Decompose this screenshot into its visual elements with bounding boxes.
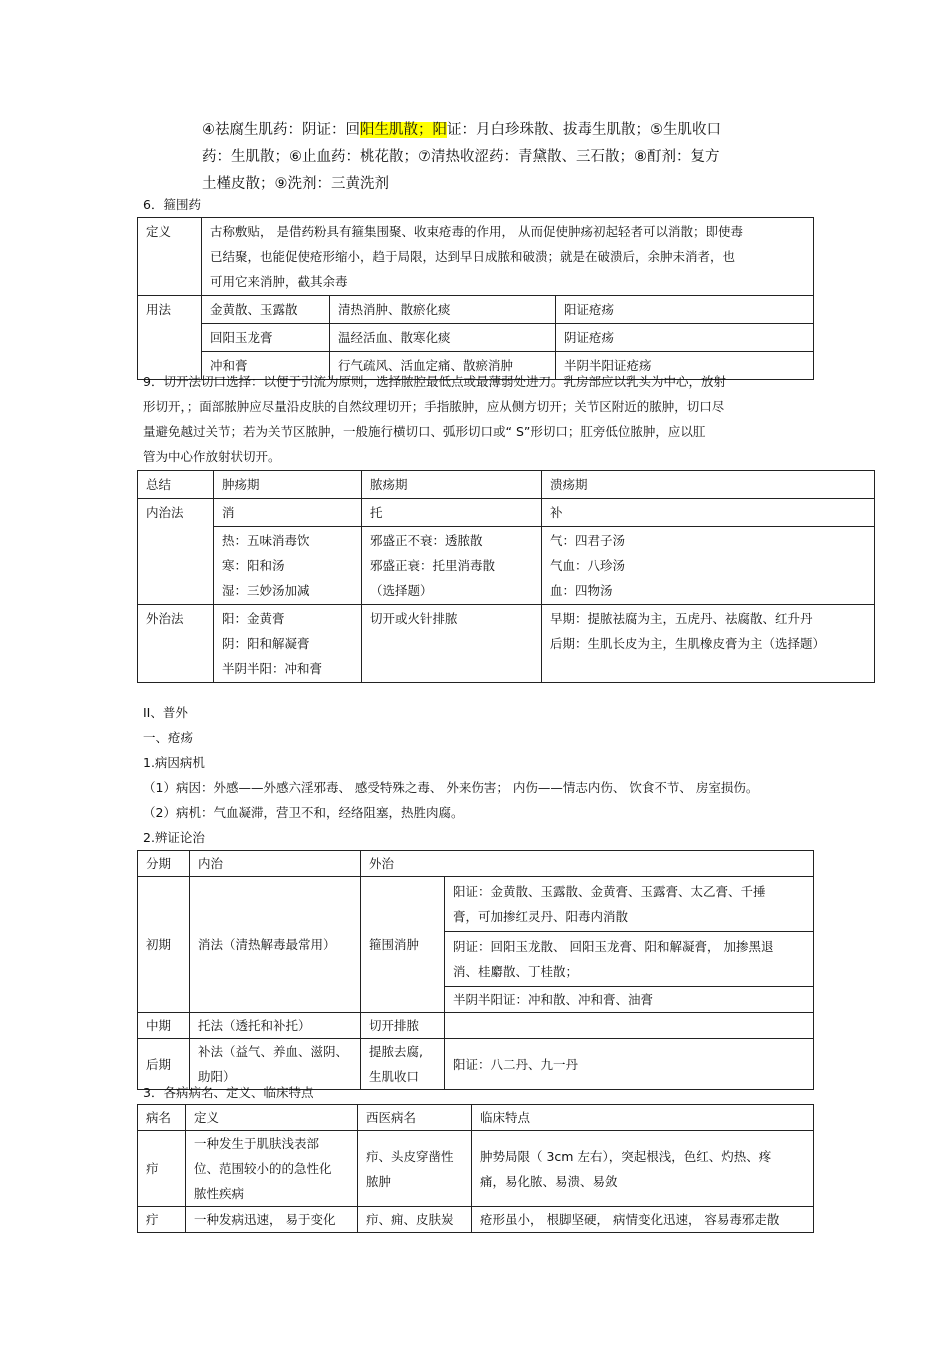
cell-line: 膏，可加掺红灵丹、阳毒内消散 bbox=[453, 909, 629, 924]
drug-cell: 回阳玉龙膏 bbox=[202, 324, 330, 352]
cell-line: （选择题） bbox=[370, 583, 433, 598]
table-row bbox=[138, 851, 814, 877]
differentiation-heading: 2.辨证论治 bbox=[143, 830, 205, 845]
cell-line: 生肌收口 bbox=[369, 1069, 420, 1084]
cell-line: 位、范围较小的的急性化 bbox=[194, 1161, 332, 1176]
paragraph-line: 形切开，；面部脓肿应尽量沿皮肤的自然纹理切开；手指脓肿，应从侧方切开；关节区附近的脓肿，切口尽 bbox=[143, 399, 725, 414]
part-heading: II、普外 bbox=[143, 705, 188, 720]
cell-line: 邪盛正不衰：透脓散 bbox=[370, 533, 483, 548]
cell-line: 阳证：金黄散、玉露散、金黄膏、玉露膏、太乙膏、千捶 bbox=[453, 884, 766, 899]
table-row bbox=[138, 218, 814, 296]
table-row bbox=[138, 1207, 814, 1233]
western-name-cell: 疖、痈、皮肤炭 bbox=[358, 1207, 472, 1233]
cell-line: 阳：金黄膏 bbox=[222, 611, 285, 626]
cell-line: 疖、头皮穿凿性 bbox=[366, 1148, 454, 1164]
outer-swelling-cell bbox=[214, 605, 362, 683]
cell-line: 补法（益气、养血、滋阴、 bbox=[198, 1044, 349, 1059]
stage-cell: 中期 bbox=[138, 1013, 190, 1039]
wrapping-drug-table bbox=[137, 217, 814, 380]
header-cell: 西医病名 bbox=[358, 1105, 472, 1131]
drug-cell: 冲和膏 bbox=[202, 352, 330, 380]
table-row bbox=[138, 1131, 814, 1207]
outer-treatment-label: 外治法 bbox=[138, 605, 214, 683]
header-cell: 肿疡期 bbox=[214, 471, 362, 499]
table-row bbox=[138, 877, 814, 932]
cell-line: 消、桂麝散、丁桂散； bbox=[453, 964, 579, 979]
outer-abscess-cell bbox=[362, 605, 542, 683]
paragraph-line: 9．切开法切口选择：以便于引流为原则，选择脓腔最低点或最薄弱处进刀。乳房部应以乳头为中心，放射 bbox=[143, 374, 726, 389]
cell-line: 一种发生于肌肤浅表部 bbox=[194, 1136, 320, 1151]
definition-text bbox=[202, 218, 814, 296]
header-cell: 脓疡期 bbox=[362, 471, 542, 499]
cell-line: 阴：阳和解凝膏 bbox=[222, 636, 310, 651]
inner-treatment-cell: 托法（透托和补托） bbox=[190, 1013, 361, 1039]
intro-line-3: 土槿皮散；⑨洗剂：三黄洗剂 bbox=[202, 176, 389, 192]
cell-line: 湿：三妙汤加减 bbox=[222, 583, 310, 598]
differentiation-table bbox=[137, 850, 814, 1090]
definition-cell: 一种发病迅速， 易于变化 bbox=[186, 1207, 358, 1233]
header-cell: 内治 bbox=[190, 851, 361, 877]
intro-line-1 bbox=[202, 117, 762, 144]
cell-line: 气血：八珍汤 bbox=[550, 558, 626, 573]
pathogenesis-line: （2）病机：气血凝滞，营卫不和，经络阻塞，热胜肉腐。 bbox=[143, 805, 464, 820]
features-cell: 疮形虽小， 根脚坚硬， 病情变化迅速， 容易毒邪走散 bbox=[472, 1207, 814, 1233]
header-cell: 临床特点 bbox=[472, 1105, 814, 1131]
cell-line: 助阳） bbox=[198, 1069, 236, 1084]
definition-line: 已结聚，也能促使疮形缩小，趋于局限，达到早日成脓和破溃；就是在破溃后，余肿未消者，也 bbox=[210, 249, 736, 264]
paragraph-line: 管为中心作放射状切开。 bbox=[143, 449, 281, 464]
definition-cell bbox=[186, 1131, 358, 1207]
cell-line: 阴证：回阳玉龙散、 回阳玉龙膏、阳和解凝膏， 加掺黑退 bbox=[453, 939, 774, 954]
outer-method-cell bbox=[361, 1039, 445, 1090]
table-row bbox=[138, 324, 814, 352]
stage-cell: 后期 bbox=[138, 1039, 190, 1090]
outer-method-cell: 箍围消肿 bbox=[361, 877, 445, 1013]
cell-line: 痛，易化脓、易溃、易敛 bbox=[480, 1173, 618, 1189]
subsection-heading: 一、疮疡 bbox=[143, 730, 194, 745]
highlighted-text: 阳生肌散；阳 bbox=[360, 122, 447, 138]
effect-cell: 温经活血、散寒化痰 bbox=[330, 324, 556, 352]
cell-line: 切开或火针排脓 bbox=[370, 611, 458, 626]
part-2-text bbox=[143, 700, 863, 850]
header-cell: 病名 bbox=[138, 1105, 186, 1131]
inner-ulcer-cell bbox=[542, 527, 875, 605]
table-row bbox=[138, 605, 875, 683]
section-6-title: 6．箍围药 bbox=[143, 197, 201, 212]
table-row bbox=[138, 1013, 814, 1039]
drug-cell: 金黄散、玉露散 bbox=[202, 296, 330, 324]
stage-cell: 初期 bbox=[138, 877, 190, 1013]
outer-method-cell: 切开排脓 bbox=[361, 1013, 445, 1039]
effect-cell: 行气疏风、活血定痛、散瘀消肿 bbox=[330, 352, 556, 380]
definition-line: 可用它来消肿，截其余毒 bbox=[210, 274, 348, 289]
indication-cell: 半阴半阳证疮疡 bbox=[556, 352, 814, 380]
intro-text bbox=[202, 117, 762, 198]
table-row bbox=[138, 471, 875, 499]
disease-name-cell: 疔 bbox=[138, 1207, 186, 1233]
header-cell: 外治 bbox=[361, 851, 814, 877]
cell-line: 气：四君子汤 bbox=[550, 533, 626, 548]
detail-cell: 阳证：八二丹、九一丹 bbox=[445, 1039, 814, 1090]
principle-cell: 消 bbox=[214, 499, 362, 527]
western-name-cell bbox=[358, 1131, 472, 1207]
inner-abscess-cell bbox=[362, 527, 542, 605]
disease-table bbox=[137, 1104, 814, 1233]
inner-treatment-cell: 消法（清热解毒最常用） bbox=[190, 877, 361, 1013]
intro-line-1-b: 证：月白珍珠散、拔毒生肌散；⑤生肌收口 bbox=[447, 122, 721, 138]
table-row bbox=[138, 499, 875, 527]
header-cell: 总结 bbox=[138, 471, 214, 499]
inner-swelling-cell bbox=[214, 527, 362, 605]
usage-label: 用法 bbox=[138, 296, 202, 380]
summary-table bbox=[137, 470, 875, 683]
half-yin-yang-cell: 半阴半阳证：冲和散、冲和膏、油膏 bbox=[445, 987, 814, 1013]
cell-line: 提脓去腐, bbox=[369, 1044, 423, 1059]
cell-line: 热：五味消毒饮 bbox=[222, 533, 310, 548]
indication-cell: 阳证疮疡 bbox=[556, 296, 814, 324]
table-row bbox=[138, 1105, 814, 1131]
outer-ulcer-cell bbox=[542, 605, 875, 683]
paragraph-line: 量避免越过关节；若为关节区脓肿，一般施行横切口、弧形切口或“ S”形切口；肛旁低位脓肿，应以肛 bbox=[143, 424, 706, 439]
cell-line: 后期：生肌长皮为主，生肌橡皮膏为主（选择题） bbox=[550, 636, 826, 651]
principle-cell: 托 bbox=[362, 499, 542, 527]
header-cell: 溃疡期 bbox=[542, 471, 875, 499]
header-cell: 分期 bbox=[138, 851, 190, 877]
inner-treatment-label: 内治法 bbox=[138, 499, 214, 605]
principle-cell: 补 bbox=[542, 499, 875, 527]
features-cell bbox=[472, 1131, 814, 1207]
effect-cell: 清热消肿、散瘀化痰 bbox=[330, 296, 556, 324]
table-row bbox=[138, 527, 875, 605]
intro-line-2: 药：生肌散；⑥止血药：桃花散；⑦清热收涩药：青黛散、三石散；⑧酊剂：复方 bbox=[202, 149, 720, 165]
cell-line: 早期：提脓祛腐为主，五虎丹、祛腐散、红升丹 bbox=[550, 611, 813, 626]
cell-line: 肿势局限（ 3cm 左右），突起根浅，色红、灼热、疼 bbox=[480, 1148, 772, 1164]
yang-cell bbox=[445, 877, 814, 932]
indication-cell: 阴证疮疡 bbox=[556, 324, 814, 352]
etiology-heading: 1.病因病机 bbox=[143, 755, 205, 770]
definition-line: 古称敷贴， 是借药粉具有箍集围聚、收束疮毒的作用， 从而促使肿疡初起轻者可以消散；即使毒 bbox=[210, 224, 743, 239]
disease-name-cell: 疖 bbox=[138, 1131, 186, 1207]
incision-paragraph bbox=[143, 369, 843, 469]
cell-line: 邪盛正衰：托里消毒散 bbox=[370, 558, 496, 573]
cell-line: 血：四物汤 bbox=[550, 583, 613, 598]
cell-line: 脓性疾病 bbox=[194, 1186, 245, 1201]
etiology-line: （1）病因：外感——外感六淫邪毒、 感受特殊之毒、 外来伤害； 内伤——情志内伤、 饮食不节、 房室损伤。 bbox=[143, 780, 759, 795]
cell-line: 半阴半阳：冲和膏 bbox=[222, 661, 323, 676]
definition-label: 定义 bbox=[138, 218, 202, 296]
header-cell: 定义 bbox=[186, 1105, 358, 1131]
intro-line-1-a: ④祛腐生肌药：阴证：回 bbox=[202, 122, 360, 138]
cell-line: 寒：阳和汤 bbox=[222, 558, 285, 573]
cell-line: 脓肿 bbox=[366, 1173, 392, 1189]
detail-cell bbox=[445, 1013, 814, 1039]
table-row bbox=[138, 296, 814, 324]
section-3-title: 3．各病病名、定义、临床特点 bbox=[143, 1085, 314, 1100]
yin-cell bbox=[445, 932, 814, 987]
